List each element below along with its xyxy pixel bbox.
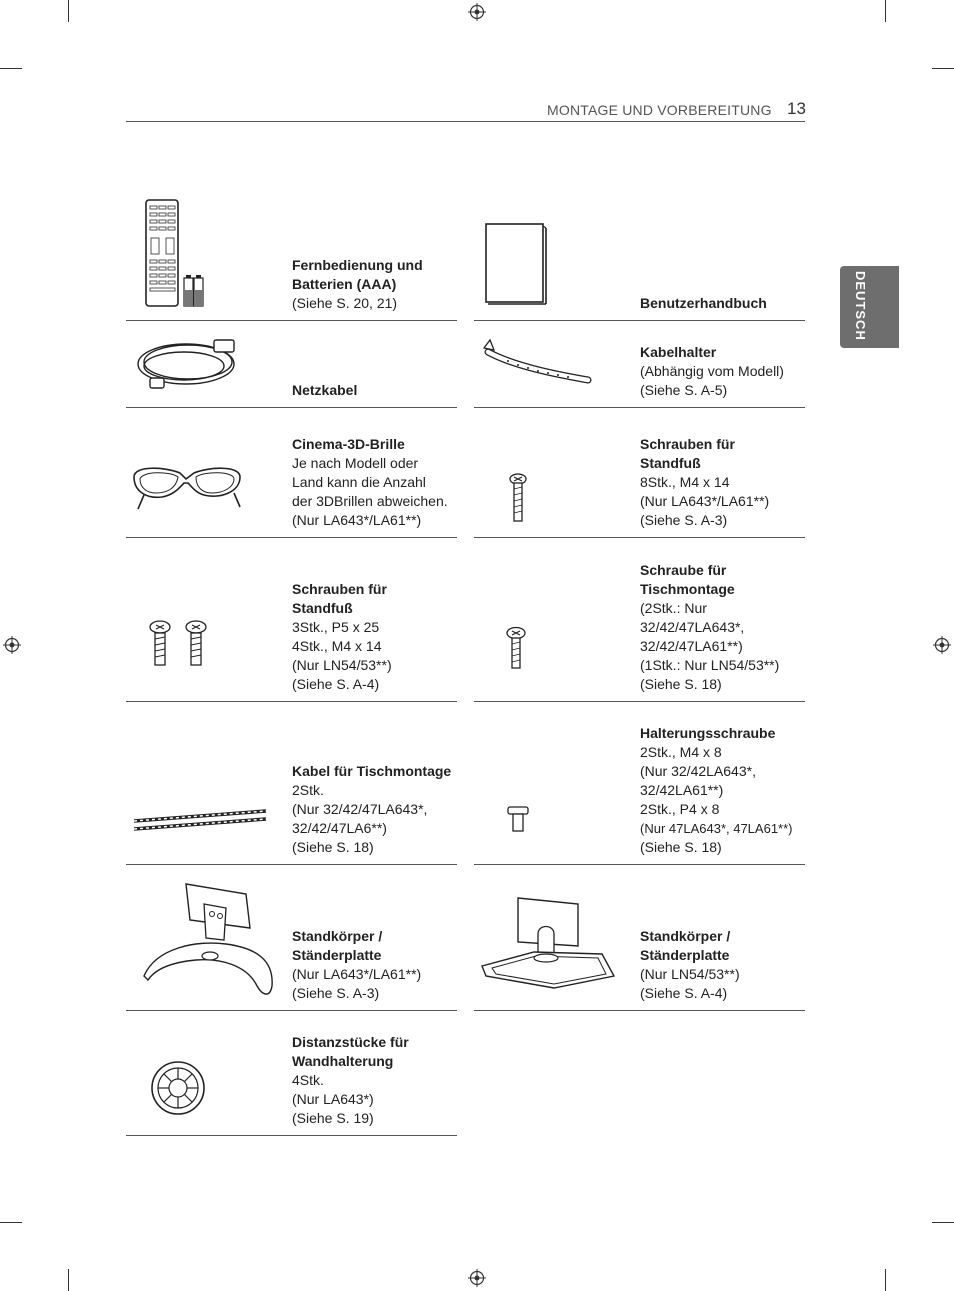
item-detail: 4Stk.: [292, 1072, 324, 1088]
item-detail: (Siehe S. A-5): [640, 382, 728, 398]
registration-mark-icon: [468, 3, 486, 21]
item-detail: (Siehe S. 20, 21): [292, 295, 398, 311]
item-description: [640, 561, 779, 694]
item-title: Halterungsschraube: [640, 725, 776, 741]
item-description: [640, 724, 793, 857]
item-detail: der 3DBrillen abweichen.: [292, 493, 448, 509]
item-title: Standkörper /: [640, 928, 731, 944]
item-description: [292, 580, 392, 694]
item-detail: (Nur LA643*/LA61**): [292, 966, 422, 982]
item-detail: (Nur 32/42/47LA643*,: [292, 801, 428, 817]
item-title: Standfuß: [640, 455, 701, 471]
item-bracket-screw: [474, 701, 805, 865]
item-detail: (2Stk.: Nur: [640, 600, 707, 616]
item-wall-mount-spacer: [126, 1010, 457, 1136]
item-title: Standkörper /: [292, 928, 383, 944]
crop-mark: [885, 1269, 886, 1291]
language-tab: [840, 266, 899, 348]
manual-book-icon: [474, 190, 634, 320]
crop-mark: [68, 1269, 69, 1291]
item-title: Netzkabel: [292, 382, 358, 398]
crop-mark: [885, 0, 886, 22]
item-detail: (Siehe S. 19): [292, 1110, 374, 1126]
3d-glasses-icon: [126, 407, 286, 537]
item-title: Ständerplatte: [292, 947, 382, 963]
item-title: Wandhalterung: [292, 1053, 394, 1069]
item-description: [292, 762, 451, 857]
item-description: [640, 927, 740, 1003]
registration-mark-icon: [933, 636, 951, 654]
cable-holder-icon: [474, 320, 634, 407]
item-3d-glasses: [126, 407, 457, 538]
item-detail: 8Stk., M4 x 14: [640, 474, 730, 490]
screw-icon: [474, 407, 634, 537]
item-detail: (1Stk.: Nur LN54/53**): [640, 657, 780, 673]
item-description: [640, 343, 784, 400]
cable-icon: [126, 701, 286, 864]
item-detail: (Nur LN54/53**): [292, 657, 392, 673]
item-detail: (Siehe S. A-4): [640, 985, 728, 1001]
item-detail: (Nur LA643*): [292, 1091, 374, 1107]
stand-base-icon: [126, 864, 286, 1010]
item-stand-body: [474, 864, 805, 1011]
item-description: [292, 256, 423, 313]
item-detail: (Nur 32/42LA643*,: [640, 763, 756, 779]
item-description: [292, 435, 448, 530]
item-owner-manual: [474, 190, 805, 321]
registration-mark-icon: [3, 636, 21, 654]
crop-mark: [0, 68, 22, 69]
item-detail: (Siehe S. 18): [640, 676, 722, 692]
item-title: Tischmontage: [640, 581, 735, 597]
item-detail: 2Stk.: [292, 782, 324, 798]
item-detail: (Nur 47LA643*, 47LA61**): [640, 821, 793, 836]
item-stand-body: [126, 864, 457, 1011]
item-title: Distanzstücke für: [292, 1034, 409, 1050]
item-detail: (Nur LA643*/LA61**): [640, 493, 770, 509]
item-table-mount-cable: [126, 701, 457, 865]
crop-mark: [0, 1222, 22, 1223]
item-title: Cinema-3D-Brille: [292, 436, 405, 452]
page-number: 13: [787, 99, 806, 118]
item-detail: 32/42/47LA643*,: [640, 619, 745, 635]
item-title: Schrauben für: [292, 581, 387, 597]
registration-mark-icon: [468, 1269, 486, 1287]
power-cord-icon: [126, 320, 286, 407]
battery-icon: [184, 275, 203, 306]
item-table-mount-screw: [474, 537, 805, 702]
item-cable-holder: [474, 320, 805, 408]
item-description: [292, 927, 421, 1003]
item-title: Ständerplatte: [640, 947, 730, 963]
item-detail: (Nur LN54/53**): [640, 966, 740, 982]
screw-icon: [474, 701, 634, 864]
item-detail: (Siehe S. 18): [640, 839, 722, 855]
item-detail: Je nach Modell oder: [292, 455, 419, 471]
screw-icon: [474, 537, 634, 701]
item-title: Schraube für: [640, 562, 727, 578]
item-description: [292, 381, 357, 400]
item-stand-screws: [474, 407, 805, 538]
item-stand-screws: [126, 537, 457, 702]
item-description: [640, 435, 769, 530]
item-detail: 4Stk., M4 x 14: [292, 638, 382, 654]
item-remote-control: [126, 190, 457, 321]
item-detail: (Siehe S. A-3): [292, 985, 380, 1001]
item-detail: Land kann die Anzahl: [292, 474, 426, 490]
item-detail: 32/42/47LA61**): [640, 638, 743, 654]
remote-control-icon: [126, 190, 286, 320]
item-detail: 32/42/47LA6**): [292, 820, 387, 836]
item-detail: (Abhängig vom Modell): [640, 363, 784, 379]
item-detail: 32/42LA61**): [640, 782, 724, 798]
item-detail: 2Stk., M4 x 8: [640, 744, 722, 760]
crop-mark: [68, 0, 69, 22]
item-description: [292, 1033, 409, 1128]
item-detail: 2Stk., P4 x 8: [640, 801, 720, 817]
item-detail: (Siehe S. A-3): [640, 512, 728, 528]
crop-mark: [932, 1222, 954, 1223]
item-detail: (Siehe S. A-4): [292, 676, 380, 692]
stand-base-icon: [474, 864, 634, 1010]
item-title: Fernbedienung und: [292, 257, 423, 273]
screw-icon: [126, 537, 286, 701]
item-title: Batterien (AAA): [292, 276, 397, 292]
item-power-cord: [126, 320, 457, 408]
item-detail: (Nur LA643*/LA61**): [292, 512, 422, 528]
item-detail: 3Stk., P5 x 25: [292, 619, 380, 635]
item-description: [640, 294, 767, 313]
section-title: MONTAGE UND VORBEREITUNG: [547, 102, 772, 118]
item-title: Schrauben für: [640, 436, 735, 452]
crop-mark: [932, 68, 954, 69]
item-title: Standfuß: [292, 600, 353, 616]
item-title: Kabelhalter: [640, 344, 717, 360]
spacer-icon: [126, 1010, 286, 1135]
item-title: Benutzerhandbuch: [640, 295, 767, 311]
language-tab-label: DEUTSCH: [853, 271, 868, 341]
item-title: Kabel für Tischmontage: [292, 763, 452, 779]
header-rule: [126, 121, 805, 122]
item-detail: (Siehe S. 18): [292, 839, 374, 855]
